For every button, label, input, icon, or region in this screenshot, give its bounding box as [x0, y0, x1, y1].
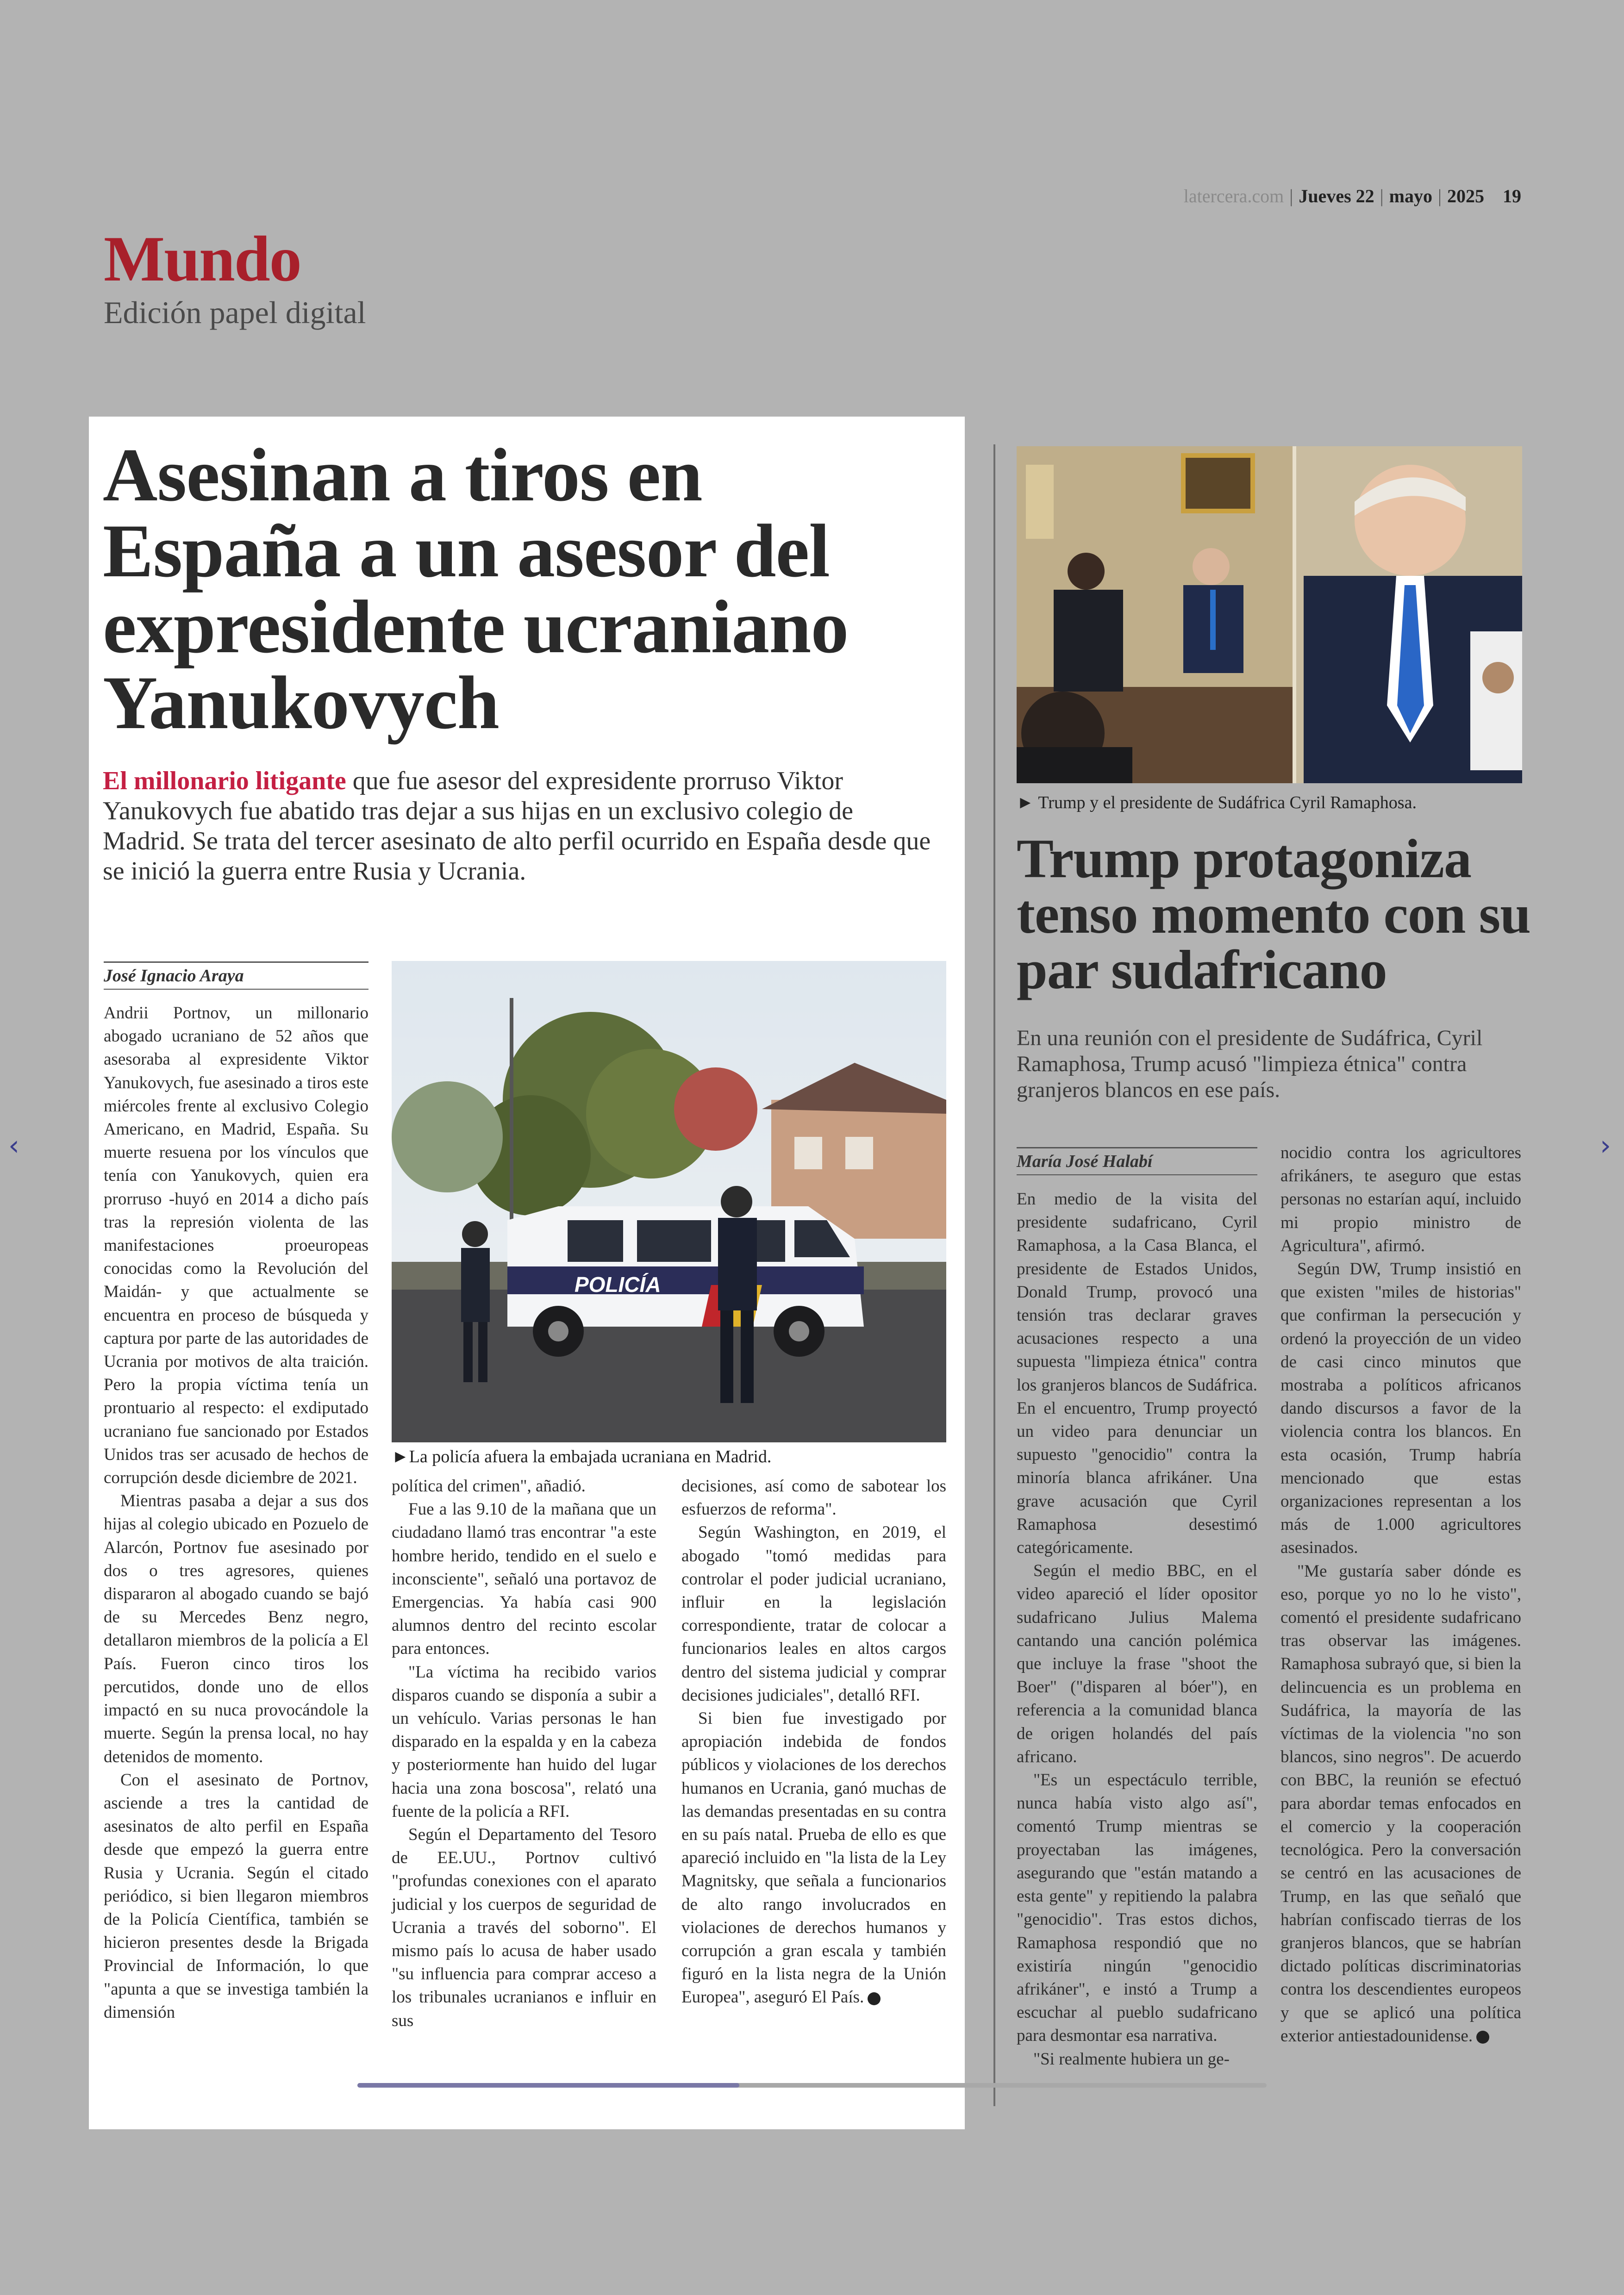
section-title-block — [104, 223, 366, 331]
main-lead — [103, 766, 936, 886]
end-mark-icon — [1476, 2031, 1489, 2044]
section-name: Mundo — [104, 223, 301, 295]
paragraph: En medio de la visita del presidente sudafricano, Cyril Ramaphosa, a la Casa Blanca, el presidente de Estados Unidos, Donald Trump, provocó una tensión tras declarar graves acusaciones respecto a una supuesta "limpieza étnica" contra los granjeros blancos de Sudáfrica. En el encuentro, Trump proyectó un video para denunciar un supuesto "genocidio" contra la minoría blanca afrikáner. Una grave acusación que Cyril Ramaphosa desestimó categóricamente. — [1017, 1190, 1257, 1558]
reading-progress-fill — [357, 2083, 739, 2088]
lead-highlight: El millonario litigante — [103, 767, 346, 795]
side-headline[interactable]: Trump protagoniza tenso momento con su par sudafricano — [1017, 828, 1530, 1000]
paragraph: Fue a las 9.10 de la mañana que un ciudadano llamó tras encontrar "a este hombre herido, tendido en el suelo e inconsciente", señaló una portavoz de Emergencias. Ya había casi 900 alumnos dentro del recinto escolar para entonces. — [392, 1500, 656, 1659]
van-police-text: POLICÍA — [575, 1272, 661, 1297]
paragraph: política del crimen", añadió. — [392, 1477, 586, 1496]
end-mark-icon — [868, 1992, 881, 2005]
main-photo[interactable] — [392, 961, 946, 1442]
edition-label: Edición papel digital — [104, 295, 366, 330]
main-headline: Asesinan a tiros en España a un asesor del expresidente ucraniano Yanukovych — [103, 433, 849, 745]
side-photo-caption: ► Trump y el presidente de Sudáfrica Cyril Ramaphosa. — [1017, 793, 1417, 812]
side-photo[interactable] — [1017, 446, 1522, 783]
oval-office-illustration — [1017, 446, 1522, 783]
paragraph — [681, 1707, 946, 2009]
paragraph-text: "Me gustaría saber dónde es eso, porque yo no lo he visto", comentó el presidente sudafricano tras observar las imágenes. Ramaphosa subrayó que, si bien la delincuencia es un problema en Sudáfrica, la mayoría de las víctimas de la violencia "no son blancos, sino negros". De acuerdo con BBC, la reunión se efectuó para abordar temas enfocados en el comercio y la cooperación tecnológica. Pero la conversación se centró en las acusaciones de Trump, en las que señaló que habrían confiscado tierras de los granjeros blancos, que se habrían dictado políticas discriminatorias contra los descendientes europeos y que se aplicó una política exterior antiestadounidense. — [1280, 1561, 1521, 2046]
main-column-2 — [392, 1475, 656, 2033]
paragraph: Andrii Portnov, un millonario abogado ucraniano de 52 años que asesoraba al expresidente Viktor Yanukovych, fue asesinado a tiros este miércoles frente al exclusivo Colegio Americano, en Madrid, España. Su muerte resuena por los vínculos que tenía con Yanukovych, quien era prorruso -huyó en 2014 a dicho país tras la represión violenta de las manifestaciones proeuropeas conocidas como la Revolución del Maidán- y que actualmente se encuentra en proceso de búsqueda y captura por parte de las autoridades de Ucrania por motivos de alta traición. Pero la propia víctima tenía un prontuario al respecto: el exdiputado ucraniano fue sancionado por Estados Unidos tras ser acusado de hechos de corrupción desde diciembre de 2021. — [104, 1004, 369, 1488]
side-column-1 — [1017, 1188, 1257, 2071]
chevron-left-icon[interactable]: ‹ — [8, 1129, 19, 1162]
side-byline: María José Halabí — [1017, 1147, 1257, 1175]
date-year: 2025 — [1447, 186, 1484, 206]
main-column-1 — [104, 1002, 369, 2024]
main-article[interactable] — [89, 417, 965, 2129]
paragraph — [1280, 1560, 1521, 2048]
side-column-2 — [1280, 1141, 1521, 2048]
chevron-right-icon[interactable]: › — [1600, 1129, 1611, 1162]
date-day: Jueves 22 — [1299, 186, 1374, 206]
paragraph: Según Washington, en 2019, el abogado "tomó medidas para controlar el poder judicial ucraniano, influir en la legislación correspondiente, tratar de colocar a funcionarios leales en altos cargos dentro del sistema judicial y comprar decisiones judiciales", detalló RFI. — [681, 1523, 946, 1705]
paragraph: Con el asesinato de Portnov, asciende a tres la cantidad de asesinatos de alto perfil en España desde que empezó la guerra entre Rusia y Ucrania. Según el citado periódico, si bien llegaron miembros de la Policía Científica, también se hicieron presentes desde la Brigada Provincial de Información, lo que "apunta a que se investiga también la dimensión — [104, 1770, 369, 2022]
police-scene-illustration — [392, 961, 946, 1442]
side-lead: En una reunión con el presidente de Sudáfrica, Cyril Ramaphosa, Trump acusó "limpieza étnica" contra granjeros blancos en ese país. — [1017, 1026, 1483, 1102]
paragraph-text: Si bien fue investigado por apropiación indebida de fondos públicos y violaciones de los derechos humanos en Ucrania, ganó muchas de las demandas presentadas en su contra en su país natal. Prueba de ello es que apareció incluido en "la lista de la Ley Magnitsky, que señala a funcionarios de alto rango involucrados en violaciones de derechos humanos y corrupción a gran escala y también figuró en la lista negra de la Unión Europea", aseguró El País. — [681, 1709, 946, 2007]
main-photo-caption: ►La policía afuera la embajada ucraniana en Madrid. — [392, 1447, 772, 1466]
site-name: latercera.com — [1183, 186, 1284, 206]
paragraph: nocidio contra los agricultores afrikáners, te aseguro que estas personas no estarían aquí, incluido mi propio ministro de Agricultura", afirmó. — [1280, 1143, 1521, 1255]
reading-progress-bar[interactable] — [357, 2083, 1267, 2088]
paragraph: Según el Departamento del Tesoro de EE.UU., Portnov cultivó "profundas conexiones con el aparato judicial y los cuerpos de seguridad de Ucrania a través del soborno". El mismo país lo acusa de haber usado "su influencia para comprar acceso a los tribunales ucranianos e influir en sus — [392, 1825, 656, 2030]
page-number: 19 — [1503, 186, 1521, 206]
main-column-3 — [681, 1475, 946, 2009]
lead-text: que fue asesor del expresidente prorruso Viktor Yanukovych fue abatido tras dejar a sus hijas en un exclusivo colegio de Madrid. Se trata del tercer asesinato de alto perfil ocurrido en España desde que se inició la guerra entre Rusia y Ucrania. — [103, 767, 931, 886]
paragraph: "Es un espectáculo terrible, nunca había visto algo así", comentó Trump mientras se proyectaban las imágenes, asegurando que "están matando a esta gente" y repitiendo la palabra "genocidio". Tras estos dichos, Ramaphosa respondió que no existiría ningún "genocidio afrikáner", e instó a Trump a escuchar al pueblo sudafricano para desmontar esa narrativa. — [1017, 1771, 1257, 2046]
paragraph: Según DW, Trump insistió en que existen "miles de historias" que confirman la persecución y ordenó la proyección de un video de casi cinco minutos que mostraba a políticos africanos dando discursos a favor de la violencia contra los blancos. En esta ocasión, Trump habría mencionado que estas organizaciones representan a los más de 1.000 agricultores asesinados. — [1280, 1260, 1521, 1558]
paragraph: Mientras pasaba a dejar a sus dos hijas al colegio ubicado en Pozuelo de Alarcón, Portnov fue asesinado por dos o tres agresores, quienes dispararon al abogado cuando se bajó de su Mercedes Benz negro, detallaron miembros de la policía a El País. Fueron cinco tiros los percutidos, donde uno de ellos impactó en su nuca provocándole la muerte. Según la prensa local, no hay detenidos de momento. — [104, 1491, 369, 1766]
page-header-line: latercera.com | Jueves 22 | mayo | 2025 19 — [1183, 186, 1521, 206]
paragraph: "Si realmente hubiera un ge- — [1033, 2049, 1230, 2069]
paragraph: Según el medio BBC, en el video apareció el líder opositor sudafricano Julius Malema cantando una canción polémica que incluye la frase "shoot the Boer" ("disparen al bóer"), en referencia a la comunidad blanca de origen holandés del país africano. — [1017, 1561, 1257, 1766]
column-divider — [993, 444, 995, 2106]
paragraph: "La víctima ha recibido varios disparos cuando se disponía a subir a un vehículo. Varias personas le han disparado en la espalda y en la cabeza y posteriormente han huido del lugar hacia una zona boscosa", relató una fuente de la policía a RFI. — [392, 1662, 656, 1821]
date-month: mayo — [1389, 186, 1432, 206]
paragraph: decisiones, así como de sabotear los esfuerzos de reforma". — [681, 1477, 946, 1519]
main-byline: José Ignacio Araya — [104, 961, 369, 990]
